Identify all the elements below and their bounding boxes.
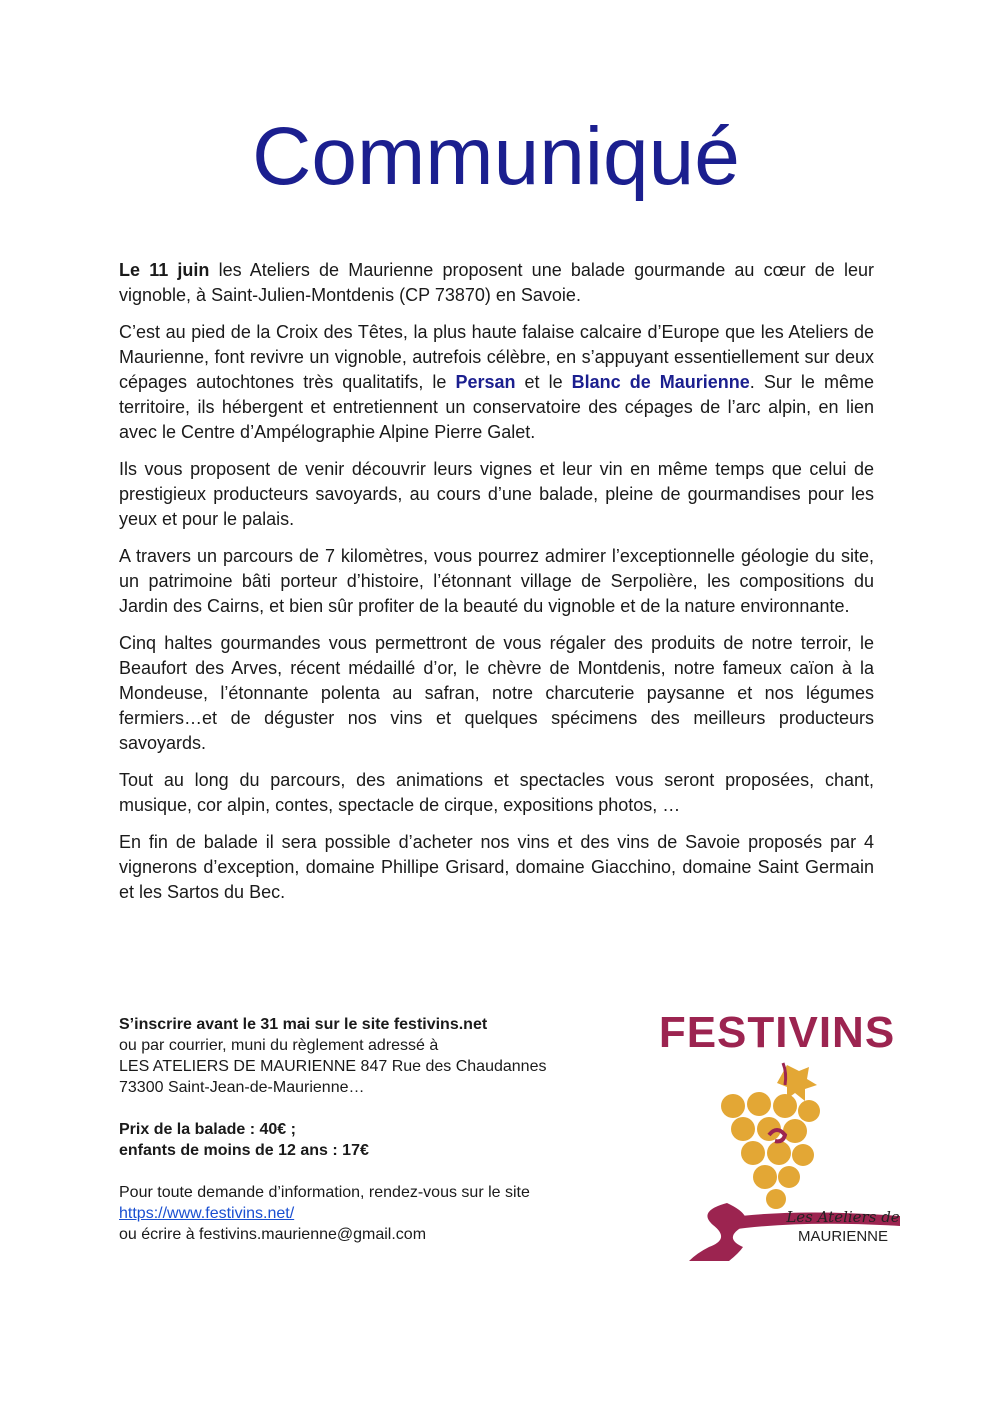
blanc-highlight: Blanc de Maurienne bbox=[571, 372, 750, 392]
vineyard-text-a: C’est au pied de la Croix des Têtes, la plus haute falaise calcaire d’Europe que les Ateliers de Maurienne, font revivre un vignoble, autrefois célèbre, en s’appuyant essentiellement sur deux cépages autochtones très qualitatifs, le bbox=[119, 322, 874, 392]
date-highlight: Le 11 juin bbox=[119, 260, 210, 280]
vineyard-text-c: . Sur le même territoire, ils hébergent et entretiennent un conservatoire des cépages de l’arc alpin, en lien avec le Centre d’Ampélographie Alpine Pierre Galet. bbox=[119, 372, 874, 442]
paragraph-purchase: En fin de balade il sera possible d’acheter nos vins et des vins de Savoie proposés par 4 vignerons d’exception, domaine Phillipe Grisard, domaine Giacchino, domaine Saint Germain et les Sartos du Bec. bbox=[119, 832, 874, 902]
grape-cluster-icon bbox=[721, 1092, 820, 1209]
paragraph-intro bbox=[119, 258, 874, 308]
road-swoosh bbox=[689, 1203, 746, 1261]
paragraph-stops: Cinq haltes gourmandes vous permettront de vous régaler des produits de notre terroir, le Beaufort des Arves, récent médaillé d’or, le chèvre de Montdenis, notre fameux caïon à la Mondeuse, l’étonnante polenta au safran, notre charcuterie paysanne et nos légumes fermiers…et de déguster nos vins et quelques spécimens des meilleurs producteurs savoyards. bbox=[119, 633, 874, 753]
mail-line-1: ou par courrier, muni du règlement adressé à bbox=[119, 1037, 439, 1054]
paragraph-animations: Tout au long du parcours, des animations et spectacles vous seront proposées, chant, musique, cor alpin, contes, spectacle de cirque, expositions photos, … bbox=[119, 770, 874, 815]
mail-line-3: 73300 Saint-Jean-de-Maurienne… bbox=[119, 1079, 365, 1096]
press-release-body bbox=[119, 258, 874, 917]
price-child: enfants de moins de 12 ans : 17€ bbox=[119, 1142, 369, 1159]
logo-wordmark: FESTIVINS bbox=[658, 1008, 896, 1057]
info-line: Pour toute demande d’information, rendez-vous sur le site bbox=[119, 1184, 530, 1201]
paragraph-invitation: Ils vous proposent de venir découvrir leurs vignes et leur vin en même temps que celui de prestigieux producteurs savoyards, au cours d’une balade, pleine de gourmandises pour les yeux et pour le palais. bbox=[119, 459, 874, 529]
register-deadline: S’inscrire avant le 31 mai sur le site festivins.net bbox=[119, 1016, 488, 1033]
email-line: ou écrire à festivins.maurienne@gmail.com bbox=[119, 1226, 427, 1243]
festivins-logo bbox=[655, 1003, 900, 1263]
price-adult: Prix de la balade : 40€ ; bbox=[119, 1121, 296, 1138]
intro-text: les Ateliers de Maurienne proposent une balade gourmande au cœur de leur vignoble, à Saint-Julien-Montdenis (CP 73870) en Savoie. bbox=[119, 260, 874, 305]
paragraph-vineyard bbox=[119, 320, 874, 445]
vineyard-text-b: et le bbox=[515, 372, 572, 392]
contact-block bbox=[119, 1182, 639, 1245]
page-title: Communiqué bbox=[252, 111, 740, 202]
logo-sub-1: Les Ateliers de bbox=[786, 1208, 900, 1226]
website-link[interactable]: https://www.festivins.net/ bbox=[119, 1205, 295, 1222]
registration-block bbox=[119, 1014, 639, 1098]
mail-line-2: LES ATELIERS DE MAURIENNE 847 Rue des Chaudannes bbox=[119, 1058, 547, 1075]
logo-sub-2: MAURIENNE bbox=[797, 1228, 889, 1245]
paragraph-route: A travers un parcours de 7 kilomètres, vous pourrez admirer l’exceptionnelle géologie du site, un patrimoine bâti porteur d’histoire, l’étonnant village de Serpolière, les compositions du Jardin des Cairns, et bien sûr profiter de la beauté du vignoble et de la nature environnante. bbox=[119, 546, 874, 616]
registration-info bbox=[119, 1014, 639, 1266]
price-block bbox=[119, 1119, 639, 1161]
persan-highlight: Persan bbox=[455, 372, 516, 392]
